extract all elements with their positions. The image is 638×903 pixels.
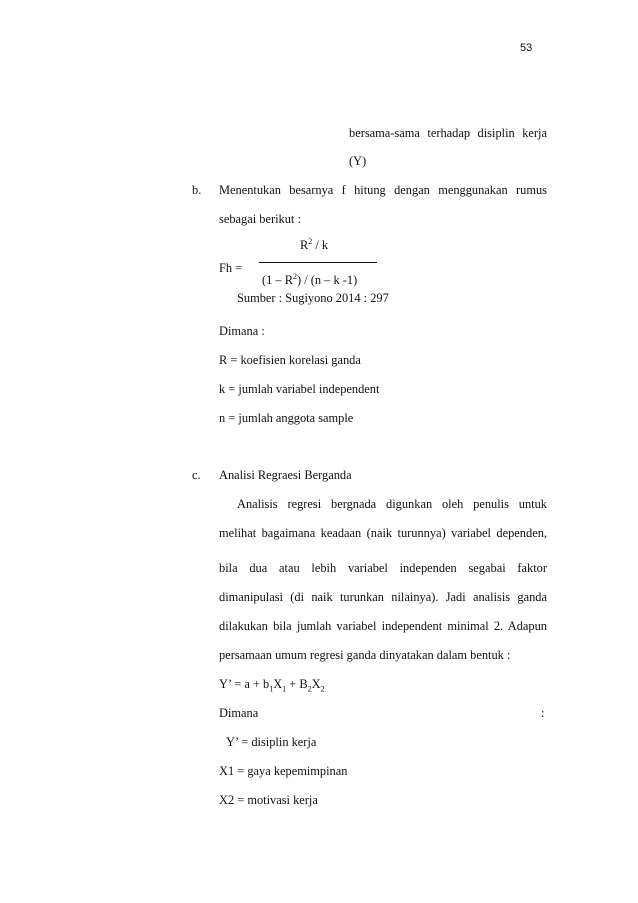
paragraph-line-5: dilakukan bila jumlah variabel independent minimal 2. Adapun xyxy=(219,619,547,633)
definition-x2: X2 = motivasi kerja xyxy=(219,793,318,807)
section-c-marker: c. xyxy=(192,468,201,482)
section-b-marker: b. xyxy=(192,183,202,197)
definition-k: k = jumlah variabel independent xyxy=(219,382,380,396)
dimana-heading: Dimana xyxy=(219,706,259,720)
section-b-line-2: sebagai berikut : xyxy=(219,212,301,226)
paragraph-line-3: bila dua atau lebih variabel independen segabai faktor xyxy=(219,561,547,575)
regression-equation: Y’ = $a + b_1X_1 + B_2X_2$ xyxy=(219,677,325,694)
continuation-line-1: bersama-sama terhadap disiplin kerja xyxy=(349,126,547,140)
formula-lhs: Fh = xyxy=(219,261,243,275)
paragraph-line-2: melihat bagaimana keadaan (naik turunnya) variabel dependen, xyxy=(219,526,547,540)
formula-source: Sumber : Sugiyono 2014 : 297 xyxy=(237,291,389,305)
continuation-line-2: (Y) xyxy=(349,154,367,168)
paragraph-line-1: Analisis regresi bergnada digunkan oleh penulis untuk xyxy=(237,497,547,511)
definition-r: R = koefisien korelasi ganda xyxy=(219,353,361,367)
fraction-bar xyxy=(259,262,377,263)
dimana-colon: : xyxy=(541,706,545,720)
paragraph-line-4: dimanipulasi (di naik turunkan nilainya). Jadi analisis ganda xyxy=(219,590,547,604)
section-b-line-1: Menentukan besarnya f hitung dengan menggunakan rumus xyxy=(219,183,547,197)
formula-denominator: $(1 - R^2) / (n$ – k -1) xyxy=(262,271,358,287)
formula-numerator: $R^2$ / k xyxy=(300,236,329,252)
definition-y: Y’ = disiplin kerja xyxy=(226,735,317,749)
definition-x1: X1 = gaya kepemimpinan xyxy=(219,764,348,778)
definitions-heading: Dimana : xyxy=(219,324,265,338)
section-c-title: Analisi Regraesi Berganda xyxy=(219,468,352,482)
paragraph-line-6: persamaan umum regresi ganda dinyatakan dalam bentuk : xyxy=(219,648,511,662)
page-number: 53 xyxy=(520,42,533,54)
definition-n: n = jumlah anggota sample xyxy=(219,411,354,425)
